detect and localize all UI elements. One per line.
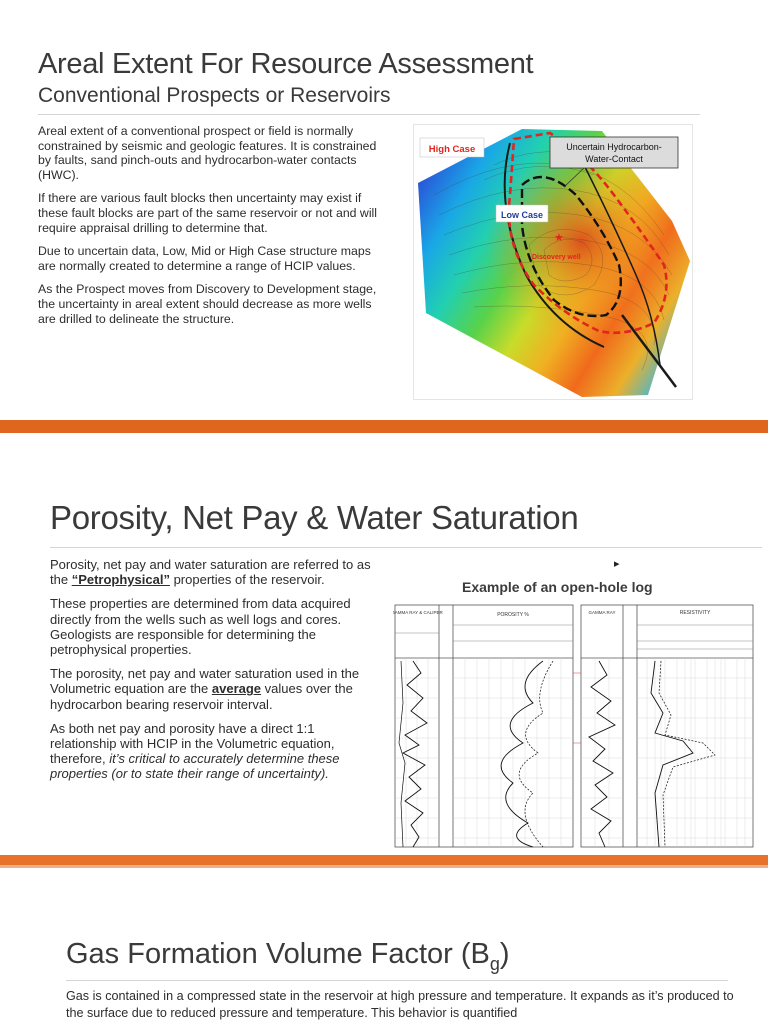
paragraph: As the Prospect moves from Discovery to Development stage, the uncertainty in areal extent should decrease as more wells are drilled to delineate the structure. — [38, 282, 377, 326]
open-hole-log — [393, 603, 756, 849]
slide-gas-fvf — [0, 868, 768, 1024]
structure-map — [414, 125, 692, 399]
paragraph: Areal extent of a conventional prospect or field is normally constrained by seismic and geologic features. It is constrained by faults, sand pinch-outs and hydrocarbon-water contacts (HWC). — [38, 124, 377, 182]
discovery-star-icon: ★ — [554, 232, 564, 244]
high-case-label: High Case — [428, 144, 476, 155]
paragraph: Due to uncertain data, Low, Mid or High Case structure maps are normally created to determine a range of HCIP values. — [38, 244, 371, 273]
porosity-header: POROSITY % — [497, 612, 529, 618]
hwc-callout-line1: Uncertain Hydrocarbon- — [566, 142, 662, 152]
zone-markers — [573, 673, 581, 743]
slide-body: Gas is contained in a compressed state in the reservoir at high pressure and temperature. It expands as it’s produced to the surface due to reduced pressure and temperature. This behavior is quantified — [66, 989, 734, 1020]
average-term: average — [211, 681, 262, 697]
slide-title: Areal Extent For Resource Assessment — [38, 48, 534, 80]
paragraph: The porosity, net pay and water saturation used in the Volumetric equation are the average values over the hydrocarbon bearing reservoir interval. — [50, 666, 360, 712]
cursor-icon: ▸ — [614, 558, 620, 570]
emphasis-text: it’s critical to accurately determine these properties (or to state their range of uncertainty). — [50, 751, 340, 782]
title-rule — [66, 980, 728, 981]
gamma-header-right: GAMMA RAY — [588, 610, 616, 615]
slide-subtitle: Conventional Prospects or Reservoirs — [38, 84, 391, 107]
paragraph: As both net pay and porosity have a direct 1:1 relationship with HCIP in the Volumetric equation, therefore, it’s critical to accurately determine these properties (or to state their range of uncertainty). — [50, 720, 340, 782]
gamma-header-left: GAMMA RAY & CALIPER — [393, 610, 443, 615]
right-log-panel — [581, 605, 753, 847]
title-rule — [38, 114, 700, 115]
petrophysical-term: “Petrophysical” — [71, 572, 170, 588]
open-hole-log-figure — [393, 603, 756, 849]
slide-divider — [0, 420, 768, 433]
slide-body — [50, 557, 372, 791]
title-rule — [50, 547, 762, 548]
slide-divider — [0, 855, 768, 865]
paragraph: If there are various fault blocks then uncertainty may exist if these fault blocks are part of the same reservoir or not and will require appraisal drilling to determine that. — [38, 191, 378, 235]
paragraph: These properties are determined from data acquired directly from the wells such as well logs and cores. Geologists are responsible for determining the petrophysical properties. — [50, 596, 351, 658]
hwc-callout-line2: Water-Contact — [585, 154, 643, 164]
log-caption: Example of an open-hole log — [462, 579, 653, 595]
discovery-well-label: Discovery well — [532, 254, 581, 261]
slide-title: Gas Formation Volume Factor $(B_g)$ — [66, 938, 510, 974]
slide-title: Porosity, Net Pay & Water Saturation — [50, 499, 579, 536]
resistivity-header: RESISTIVITY — [679, 610, 711, 616]
structure-map-figure — [413, 124, 693, 400]
slide-porosity — [0, 433, 768, 855]
slide-areal-extent — [0, 0, 768, 420]
left-log-panel — [393, 605, 573, 847]
paragraph: Porosity, net pay and water saturation are referred to as the “Petrophysical” properties of the reservoir. — [50, 557, 371, 588]
low-case-label: Low Case — [500, 210, 544, 220]
slide-body — [38, 124, 378, 335]
